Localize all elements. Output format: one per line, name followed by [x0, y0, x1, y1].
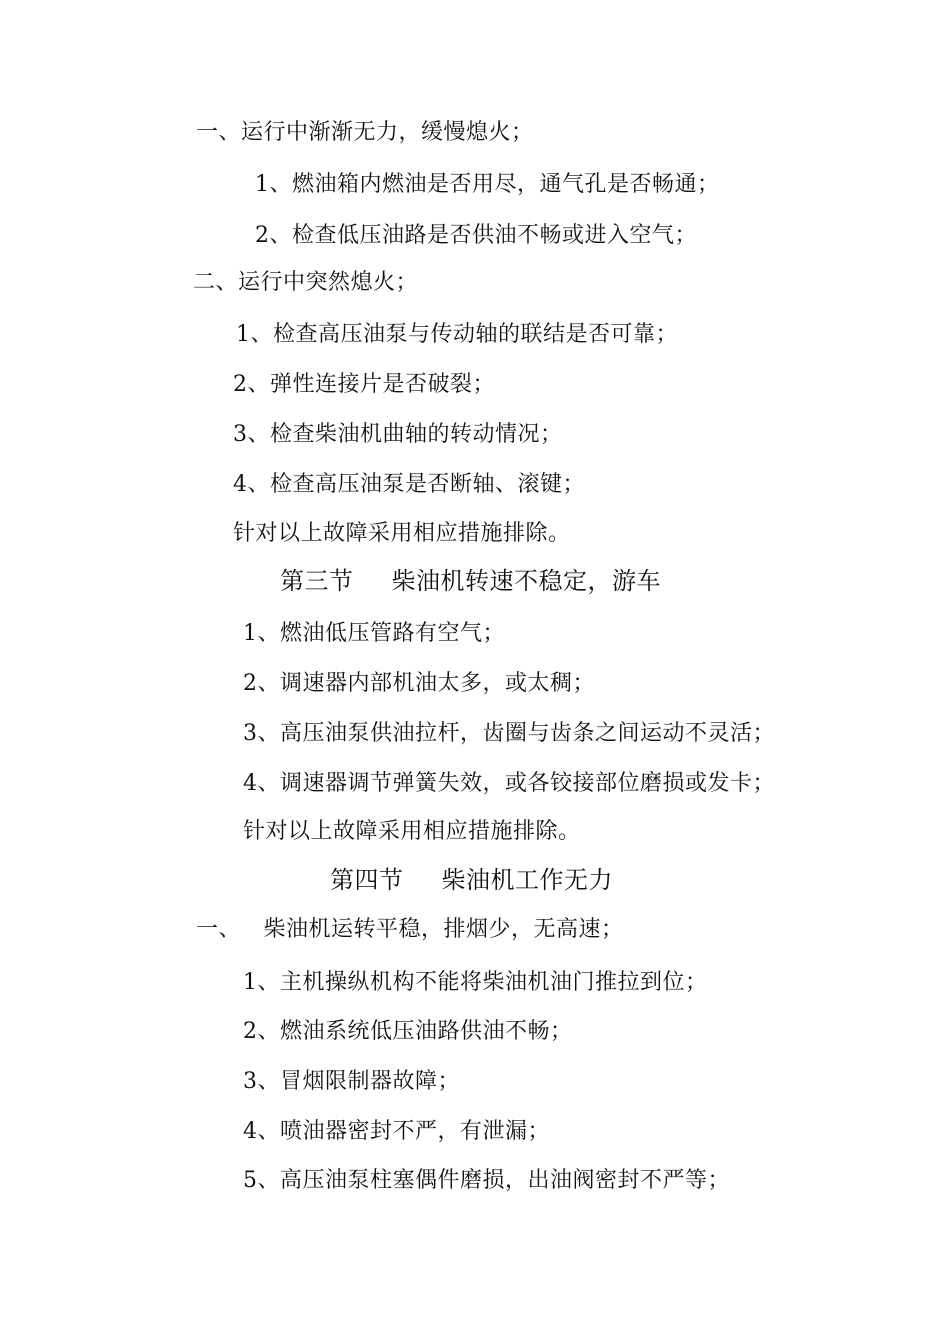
- conclusion-text: 针对以上故障采用相应措施排除。: [233, 521, 571, 546]
- conclusion-text: 针对以上故障采用相应措施排除。: [243, 819, 581, 844]
- list-item: 2、检查低压油路是否供油不畅或进入空气；: [255, 223, 697, 248]
- section-title: 柴油机转速不稳定，游车: [391, 567, 661, 595]
- list-item: 1、燃油低压管路有空气；: [243, 621, 505, 646]
- section-title: 柴油机工作无力: [441, 866, 613, 894]
- list-item: 4、喷油器密封不严，有泄漏；: [243, 1119, 550, 1144]
- list-item: 3、检查柴油机曲轴的转动情况；: [233, 422, 563, 447]
- heading-sudden-stall: 二、运行中突然熄火；: [193, 270, 419, 295]
- list-item: 4、检查高压油泵是否断轴、滚键；: [233, 472, 585, 497]
- list-item: 1、燃油箱内燃油是否用尽，通气孔是否畅通；: [255, 172, 720, 197]
- list-item: 4、调速器调节弹簧失效，或各铰接部位磨损或发卡；: [243, 771, 775, 796]
- list-item: 3、高压油泵供油拉杆，齿圈与齿条之间运动不灵活；: [243, 721, 775, 746]
- list-item: 3、冒烟限制器故障；: [243, 1069, 460, 1094]
- section-number: 第三节: [280, 567, 354, 595]
- heading-no-high-speed: 一、 柴油机运转平稳，排烟少，无高速；: [196, 917, 624, 942]
- list-item: 1、检查高压油泵与传动轴的联结是否可靠；: [236, 322, 678, 347]
- list-item: 2、燃油系统低压油路供油不畅；: [243, 1019, 573, 1044]
- heading-gradual-stall: 一、运行中渐渐无力，缓慢熄火；: [196, 120, 534, 145]
- section-three-heading: [280, 566, 661, 596]
- list-item: 5、高压油泵柱塞偶件磨损，出油阀密封不严等；: [243, 1168, 730, 1193]
- list-item: 2、调速器内部机油太多，或太稠；: [243, 671, 595, 696]
- section-four-heading: [330, 865, 613, 895]
- list-item: 2、弹性连接片是否破裂；: [233, 372, 495, 397]
- list-item: 1、主机操纵机构不能将柴油机油门推拉到位；: [243, 970, 708, 995]
- section-number: 第四节: [330, 866, 404, 894]
